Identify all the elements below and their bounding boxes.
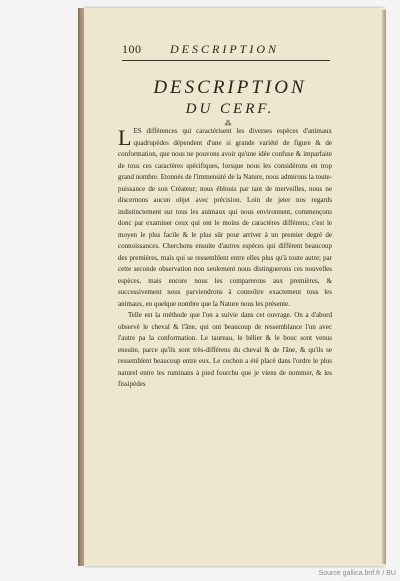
page-edge bbox=[382, 10, 386, 564]
header-rule bbox=[122, 60, 330, 61]
page-number: 100 bbox=[122, 42, 142, 56]
paragraph-1-text: ES différences qui caractérisent les diverses espèces d'animaux quadrupèdes dépendent d'une si grande variété de figure & de conformation, que nous ne pouvons avoir qu'une idée confuse & imparfaite de tous ces caractères spécifiques, lorsque nous les considérons en trop grand nombre. Etonnés de l'immensité de la Nature, nous admirons la toute-puissance de son Créateur; nous éblouis par tant de merveilles, nous ne discernons aucun objet avec précision. Loin de jeter nos regards indistinctement sur tous les animaux qui nous environnent, commençons donc par examiner ceux qui ont le moins de caractères différens; c'est le moyen le plus facile & le plus sûr pour arriver à un premier degré de connoissances. Cherchons ensuite d'autres espèces qui diffèrent beaucoup des premières, mais qui se ressemblent entre elles plus qu'à toute autre; par cette seconde observation non seulement nous distinguerons ces nouvelles espèces, mais encore nous les comparerons aux premières, & successivement nous parviendrons à connoître exactement tous les animaux, en quelque nombre que la Nature nous les présente. bbox=[118, 127, 332, 308]
page-subtitle: DU CERF. bbox=[185, 101, 275, 117]
paragraph-2-text: Telle est la méthode que l'on a suivie dans cet ouvrage. On a d'abord observé le cheval & l'âne, qui ont beaucoup de ressemblance l'un avec l'autre pa la conformation. Le taureau, le bélier & le bouc sont venus ensuite, parce qu'ils sont très-différens du cheval & de l'âne, & qu'ils se ressemblent beaucoup entre eux. Le cochon a été placé dans l'ordre le plus naturel entre les ruminans à pied fourchu que je viens de nommer, & les fissipèdes bbox=[118, 311, 332, 388]
ornament-icon: ⁂ bbox=[224, 120, 232, 128]
paragraph-2 bbox=[118, 310, 332, 391]
running-head-title: DESCRIPTION bbox=[170, 42, 279, 56]
body-text bbox=[118, 126, 332, 391]
page-title: DESCRIPTION bbox=[153, 77, 307, 98]
running-head bbox=[122, 42, 322, 58]
source-credit: Source gallica.bnf.fr / BU bbox=[318, 570, 396, 577]
paragraph-1 bbox=[118, 126, 332, 310]
drop-cap: L bbox=[118, 125, 132, 150]
